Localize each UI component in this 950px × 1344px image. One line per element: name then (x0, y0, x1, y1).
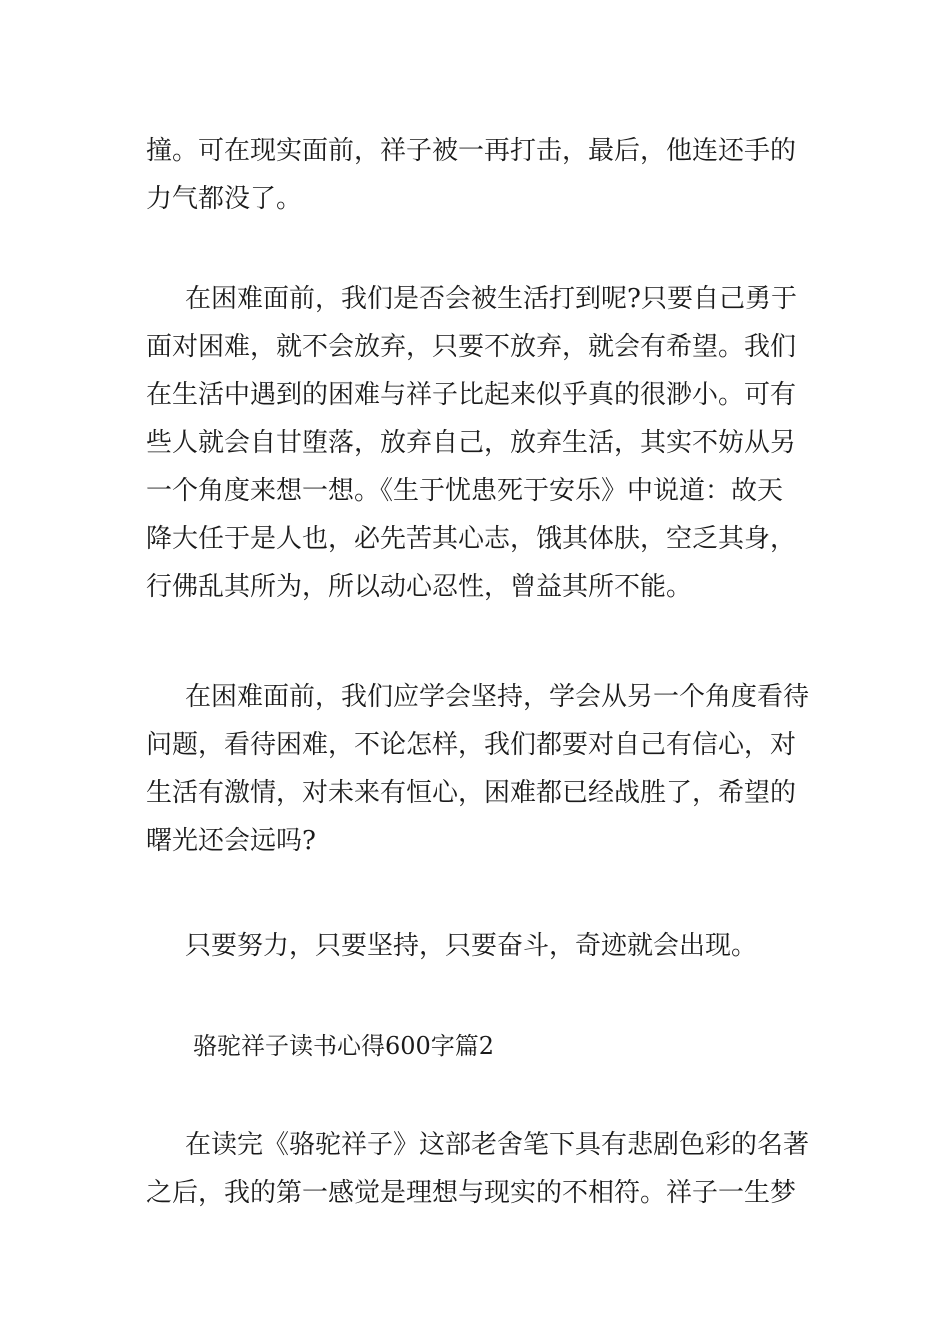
paragraph-line: 撞。可在现实面前，祥子被一再打击，最后，他连还手的 (146, 136, 797, 166)
paragraph-5 (146, 1121, 810, 1217)
paragraph-line: 在生活中遇到的困难与祥子比起来似乎真的很渺小。可有 (146, 380, 797, 410)
paragraph-2 (146, 275, 810, 611)
paragraph-line: 一个角度来想一想。《生于忧患死于安乐》中说道：故天 (146, 476, 784, 506)
paragraph-line: 之后，我的第一感觉是理想与现实的不相符。祥子一生梦 (146, 1178, 797, 1208)
paragraph-4 (146, 922, 810, 970)
paragraph-line: 问题，看待困难，不论怎样，我们都要对自己有信心，对 (146, 730, 797, 760)
paragraph-line: 在读完《骆驼祥子》这部老舍笔下具有悲剧色彩的名著 (185, 1130, 810, 1160)
paragraph-line: 在困难面前，我们是否会被生活打到呢?只要自己勇于 (185, 284, 797, 314)
paragraph-line: 只要努力，只要坚持，只要奋斗，奇迹就会出现。 (185, 931, 758, 961)
paragraph-line: 降大任于是人也，必先苦其心志，饿其体肤，空乏其身， (146, 524, 797, 554)
paragraph-line: 面对困难，就不会放弃，只要不放弃，就会有希望。我们 (146, 332, 797, 362)
paragraph-line: 些人就会自甘堕落，放弃自己，放弃生活，其实不妨从另 (146, 428, 797, 458)
paragraph-1 (146, 127, 810, 223)
paragraph-line: 力气都没了。 (146, 184, 303, 214)
paragraph-line: 曙光还会远吗? (146, 826, 316, 856)
paragraph-3 (146, 673, 810, 865)
section-heading: 骆驼祥子读书心得600字篇2 (193, 1032, 495, 1060)
paragraph-line: 生活有激情，对未来有恒心，困难都已经战胜了，希望的 (146, 778, 797, 808)
paragraph-line: 行佛乱其所为，所以动心忍性，曾益其所不能。 (146, 572, 693, 602)
paragraph-line: 在困难面前，我们应学会坚持，学会从另一个角度看待 (185, 682, 810, 712)
